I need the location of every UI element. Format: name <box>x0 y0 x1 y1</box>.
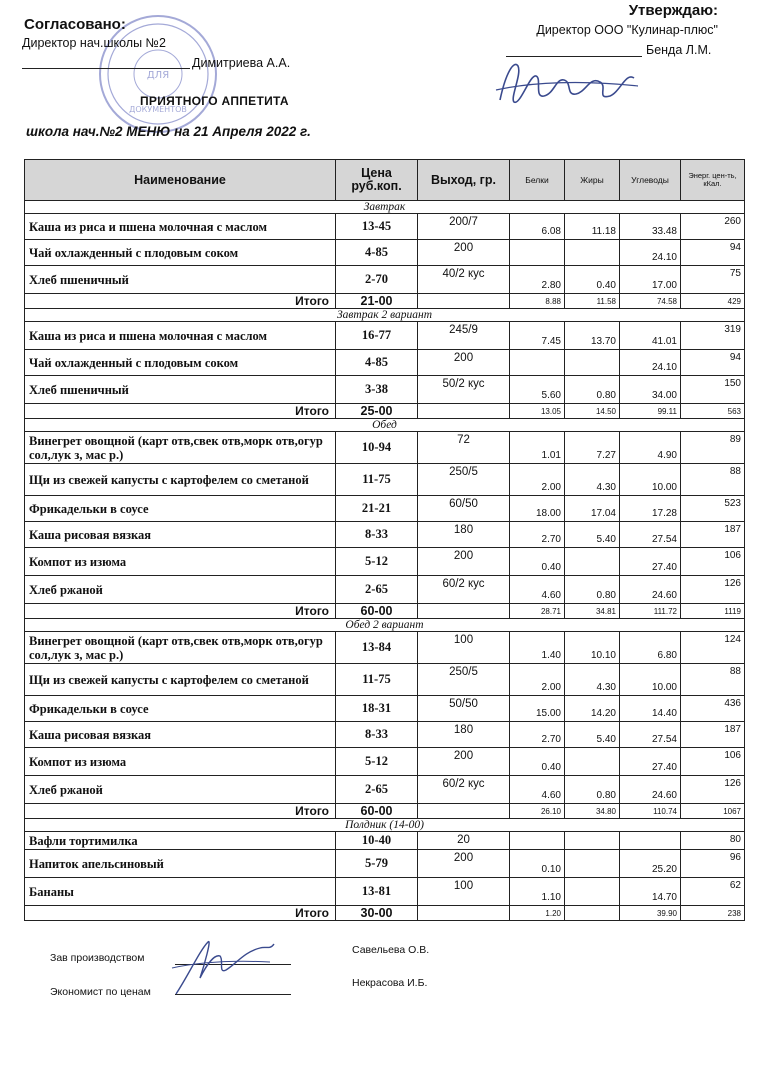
dish-name: Винегрет овощной (карт отв,свек отв,морк отв,огур сол,лук з, мас р.) <box>25 432 336 464</box>
dish-kcal: 126 <box>681 576 745 604</box>
dish-kcal: 260 <box>681 214 745 240</box>
section-title: Завтрак 2 вариант <box>25 309 745 322</box>
dish-carbs: 10.00 <box>620 464 681 496</box>
dish-protein: 2.70 <box>510 522 565 548</box>
dish-price: 10-94 <box>336 432 418 464</box>
total-fat: 11.58 <box>565 294 620 309</box>
dish-kcal: 319 <box>681 322 745 350</box>
total-price: 25-00 <box>336 404 418 419</box>
dish-name: Каша из риса и пшена молочная с маслом <box>25 214 336 240</box>
col-name: Наименование <box>25 160 336 201</box>
dish-fat <box>565 240 620 266</box>
dish-yield: 250/5 <box>418 664 510 696</box>
dish-price: 13-84 <box>336 632 418 664</box>
dish-fat <box>565 850 620 878</box>
dish-price: 13-45 <box>336 214 418 240</box>
menu-table <box>24 159 745 921</box>
dish-carbs: 24.10 <box>620 240 681 266</box>
dish-kcal: 88 <box>681 464 745 496</box>
production-role: Зав производством <box>50 952 145 964</box>
dish-protein: 5.60 <box>510 376 565 404</box>
dish-yield: 72 <box>418 432 510 464</box>
dish-price: 5-12 <box>336 748 418 776</box>
dish-kcal: 106 <box>681 748 745 776</box>
dish-price: 5-12 <box>336 548 418 576</box>
section-title: Полдник (14-00) <box>25 819 745 832</box>
dish-price: 2-65 <box>336 576 418 604</box>
dish-protein: 0.10 <box>510 850 565 878</box>
dish-carbs: 10.00 <box>620 664 681 696</box>
dish-yield: 200 <box>418 850 510 878</box>
dish-carbs <box>620 832 681 850</box>
approved-name: Димитриева А.А. <box>192 56 291 70</box>
dish-yield: 200 <box>418 350 510 376</box>
dish-protein: 2.70 <box>510 722 565 748</box>
dish-name: Каша рисовая вязкая <box>25 522 336 548</box>
total-price: 30-00 <box>336 906 418 921</box>
dish-price: 8-33 <box>336 722 418 748</box>
dish-name: Напиток апельсиновый <box>25 850 336 878</box>
dish-name: Каша рисовая вязкая <box>25 722 336 748</box>
dish-yield: 200 <box>418 240 510 266</box>
dish-carbs: 25.20 <box>620 850 681 878</box>
dish-price: 13-81 <box>336 878 418 906</box>
dish-protein: 4.60 <box>510 776 565 804</box>
economist-role: Экономист по ценам <box>50 986 151 998</box>
dish-fat <box>565 832 620 850</box>
dish-yield: 100 <box>418 632 510 664</box>
table-row <box>25 432 745 464</box>
dish-yield: 200/7 <box>418 214 510 240</box>
total-row <box>25 804 745 819</box>
section-title: Завтрак <box>25 201 745 214</box>
total-kcal: 563 <box>681 404 745 419</box>
dish-protein: 4.60 <box>510 576 565 604</box>
section-title: Обед 2 вариант <box>25 619 745 632</box>
dish-yield: 50/2 кус <box>418 376 510 404</box>
dish-protein: 0.40 <box>510 748 565 776</box>
dish-carbs: 41.01 <box>620 322 681 350</box>
section-row <box>25 819 745 832</box>
total-label: Итого <box>25 804 336 819</box>
dish-protein: 0.40 <box>510 548 565 576</box>
dish-name: Хлеб пшеничный <box>25 376 336 404</box>
dish-name: Бананы <box>25 878 336 906</box>
dish-yield: 60/50 <box>418 496 510 522</box>
dish-yield: 40/2 кус <box>418 266 510 294</box>
table-row <box>25 748 745 776</box>
dish-protein: 15.00 <box>510 696 565 722</box>
dish-protein: 1.40 <box>510 632 565 664</box>
total-yield-empty <box>418 906 510 921</box>
dish-carbs: 27.40 <box>620 748 681 776</box>
dish-name: Хлеб пшеничный <box>25 266 336 294</box>
dish-price: 18-31 <box>336 696 418 722</box>
dish-kcal: 126 <box>681 776 745 804</box>
section-row <box>25 201 745 214</box>
total-yield-empty <box>418 604 510 619</box>
dish-price: 16-77 <box>336 322 418 350</box>
dish-carbs: 24.10 <box>620 350 681 376</box>
table-row <box>25 322 745 350</box>
total-row <box>25 604 745 619</box>
total-carbs: 39.90 <box>620 906 681 921</box>
dish-carbs: 34.00 <box>620 376 681 404</box>
dish-fat: 4.30 <box>565 664 620 696</box>
dish-carbs: 24.60 <box>620 576 681 604</box>
total-yield-empty <box>418 294 510 309</box>
dish-carbs: 4.90 <box>620 432 681 464</box>
total-protein: 1.20 <box>510 906 565 921</box>
col-price: Цена руб.коп. <box>336 160 418 201</box>
dish-name: Хлеб ржаной <box>25 776 336 804</box>
dish-name: Вафли тортимилка <box>25 832 336 850</box>
total-label: Итого <box>25 404 336 419</box>
table-row <box>25 522 745 548</box>
dish-kcal: 187 <box>681 522 745 548</box>
total-kcal: 1067 <box>681 804 745 819</box>
dish-kcal: 75 <box>681 266 745 294</box>
total-row <box>25 294 745 309</box>
confirm-name: Бенда Л.М. <box>646 43 712 57</box>
table-row <box>25 376 745 404</box>
dish-yield: 100 <box>418 878 510 906</box>
dish-kcal: 150 <box>681 376 745 404</box>
dish-fat <box>565 350 620 376</box>
total-kcal: 238 <box>681 906 745 921</box>
dish-protein <box>510 832 565 850</box>
dish-protein <box>510 350 565 376</box>
dish-protein: 1.01 <box>510 432 565 464</box>
dish-yield: 60/2 кус <box>418 576 510 604</box>
dish-fat <box>565 548 620 576</box>
dish-carbs: 27.54 <box>620 522 681 548</box>
menu-date-line: школа нач.№2 МЕНЮ на 21 Апреля 2022 г. <box>26 124 311 139</box>
table-row <box>25 548 745 576</box>
total-protein: 26.10 <box>510 804 565 819</box>
total-row <box>25 906 745 921</box>
dish-protein: 1.10 <box>510 878 565 906</box>
dish-carbs: 27.40 <box>620 548 681 576</box>
production-name: Савельева О.В. <box>352 944 430 956</box>
dish-protein: 6.08 <box>510 214 565 240</box>
dish-name: Чай охлажденный с плодовым соком <box>25 350 336 376</box>
dish-name: Хлеб ржаной <box>25 576 336 604</box>
dish-fat: 5.40 <box>565 722 620 748</box>
dish-price: 21-21 <box>336 496 418 522</box>
dish-protein: 2.00 <box>510 464 565 496</box>
total-carbs: 74.58 <box>620 294 681 309</box>
dish-kcal: 187 <box>681 722 745 748</box>
dish-protein: 18.00 <box>510 496 565 522</box>
dish-fat <box>565 878 620 906</box>
total-kcal: 429 <box>681 294 745 309</box>
total-protein: 8.88 <box>510 294 565 309</box>
approved-title: Согласовано: <box>24 16 126 33</box>
section-row <box>25 619 745 632</box>
table-row <box>25 776 745 804</box>
economist-name: Некрасова И.Б. <box>352 977 428 989</box>
dish-name: Чай охлажденный с плодовым соком <box>25 240 336 266</box>
dish-fat: 17.04 <box>565 496 620 522</box>
dish-price: 11-75 <box>336 464 418 496</box>
dish-protein <box>510 240 565 266</box>
dish-fat <box>565 748 620 776</box>
dish-fat: 0.80 <box>565 576 620 604</box>
dish-yield: 245/9 <box>418 322 510 350</box>
dish-price: 5-79 <box>336 850 418 878</box>
col-protein: Белки <box>510 160 565 201</box>
dish-carbs: 17.00 <box>620 266 681 294</box>
col-fat: Жиры <box>565 160 620 201</box>
approved-signature-line <box>22 68 190 69</box>
total-protein: 13.05 <box>510 404 565 419</box>
dish-yield: 50/50 <box>418 696 510 722</box>
dish-price: 4-85 <box>336 240 418 266</box>
col-yield: Выход, гр. <box>418 160 510 201</box>
dish-protein: 2.80 <box>510 266 565 294</box>
dish-name: Фрикадельки в соусе <box>25 496 336 522</box>
total-carbs: 111.72 <box>620 604 681 619</box>
total-carbs: 99.11 <box>620 404 681 419</box>
col-energy: Энерг. цен-ть, кКал. <box>681 160 745 201</box>
dish-kcal: 106 <box>681 548 745 576</box>
total-yield-empty <box>418 404 510 419</box>
dish-price: 10-40 <box>336 832 418 850</box>
total-yield-empty <box>418 804 510 819</box>
dish-fat: 0.80 <box>565 776 620 804</box>
table-row <box>25 464 745 496</box>
dish-price: 8-33 <box>336 522 418 548</box>
dish-name: Щи из свежей капусты с картофелем со сметаной <box>25 664 336 696</box>
table-row <box>25 632 745 664</box>
dish-fat: 0.80 <box>565 376 620 404</box>
table-row <box>25 832 745 850</box>
dish-carbs: 24.60 <box>620 776 681 804</box>
total-carbs: 110.74 <box>620 804 681 819</box>
dish-yield: 250/5 <box>418 464 510 496</box>
table-row <box>25 266 745 294</box>
dish-price: 4-85 <box>336 350 418 376</box>
wish-text: ПРИЯТНОГО АППЕТИТА <box>140 94 289 108</box>
table-row <box>25 850 745 878</box>
menu-table-body <box>25 201 745 921</box>
dish-name: Компот из изюма <box>25 548 336 576</box>
dish-fat: 14.20 <box>565 696 620 722</box>
section-row <box>25 309 745 322</box>
dish-kcal: 523 <box>681 496 745 522</box>
dish-kcal: 436 <box>681 696 745 722</box>
production-signature <box>170 936 280 1000</box>
dish-fat: 11.18 <box>565 214 620 240</box>
table-row <box>25 664 745 696</box>
table-row <box>25 722 745 748</box>
director-signature <box>492 52 642 114</box>
dish-fat: 7.27 <box>565 432 620 464</box>
dish-fat: 10.10 <box>565 632 620 664</box>
total-kcal: 1119 <box>681 604 745 619</box>
dish-fat: 4.30 <box>565 464 620 496</box>
dish-carbs: 6.80 <box>620 632 681 664</box>
dish-fat: 5.40 <box>565 522 620 548</box>
total-label: Итого <box>25 604 336 619</box>
total-fat: 14.50 <box>565 404 620 419</box>
dish-carbs: 17.28 <box>620 496 681 522</box>
dish-fat: 13.70 <box>565 322 620 350</box>
dish-kcal: 96 <box>681 850 745 878</box>
dish-price: 2-70 <box>336 266 418 294</box>
dish-kcal: 124 <box>681 632 745 664</box>
total-row <box>25 404 745 419</box>
svg-text:ДОКУМЕНТОВ: ДОКУМЕНТОВ <box>129 105 187 114</box>
dish-fat: 0.40 <box>565 266 620 294</box>
total-fat <box>565 906 620 921</box>
table-row <box>25 240 745 266</box>
section-row <box>25 419 745 432</box>
dish-carbs: 33.48 <box>620 214 681 240</box>
approved-role: Директор нач.школы №2 <box>22 36 166 50</box>
confirm-role: Директор ООО "Кулинар-плюс" <box>536 23 718 37</box>
confirm-title: Утверждаю: <box>628 2 718 19</box>
total-price: 60-00 <box>336 604 418 619</box>
dish-carbs: 27.54 <box>620 722 681 748</box>
dish-price: 2-65 <box>336 776 418 804</box>
table-row <box>25 696 745 722</box>
dish-yield: 200 <box>418 748 510 776</box>
table-row <box>25 576 745 604</box>
dish-carbs: 14.40 <box>620 696 681 722</box>
dish-kcal: 94 <box>681 350 745 376</box>
dish-name: Щи из свежей капусты с картофелем со сметаной <box>25 464 336 496</box>
table-row <box>25 214 745 240</box>
dish-kcal: 88 <box>681 664 745 696</box>
dish-name: Фрикадельки в соусе <box>25 696 336 722</box>
total-price: 21-00 <box>336 294 418 309</box>
dish-name: Компот из изюма <box>25 748 336 776</box>
dish-price: 11-75 <box>336 664 418 696</box>
dish-kcal: 62 <box>681 878 745 906</box>
dish-price: 3-38 <box>336 376 418 404</box>
dish-kcal: 89 <box>681 432 745 464</box>
dish-yield: 60/2 кус <box>418 776 510 804</box>
dish-kcal: 94 <box>681 240 745 266</box>
total-price: 60-00 <box>336 804 418 819</box>
dish-yield: 20 <box>418 832 510 850</box>
table-row <box>25 878 745 906</box>
svg-text:ДЛЯ: ДЛЯ <box>146 70 170 81</box>
dish-kcal: 80 <box>681 832 745 850</box>
total-fat: 34.80 <box>565 804 620 819</box>
table-header-row <box>25 160 745 201</box>
dish-name: Каша из риса и пшена молочная с маслом <box>25 322 336 350</box>
dish-yield: 180 <box>418 722 510 748</box>
total-fat: 34.81 <box>565 604 620 619</box>
dish-yield: 180 <box>418 522 510 548</box>
total-label: Итого <box>25 906 336 921</box>
total-label: Итого <box>25 294 336 309</box>
col-carbs: Углеводы <box>620 160 681 201</box>
dish-name: Винегрет овощной (карт отв,свек отв,морк отв,огур сол,лук з, мас р.) <box>25 632 336 664</box>
dish-yield: 200 <box>418 548 510 576</box>
dish-carbs: 14.70 <box>620 878 681 906</box>
section-title: Обед <box>25 419 745 432</box>
table-row <box>25 496 745 522</box>
dish-protein: 7.45 <box>510 322 565 350</box>
total-protein: 28.71 <box>510 604 565 619</box>
dish-protein: 2.00 <box>510 664 565 696</box>
table-row <box>25 350 745 376</box>
